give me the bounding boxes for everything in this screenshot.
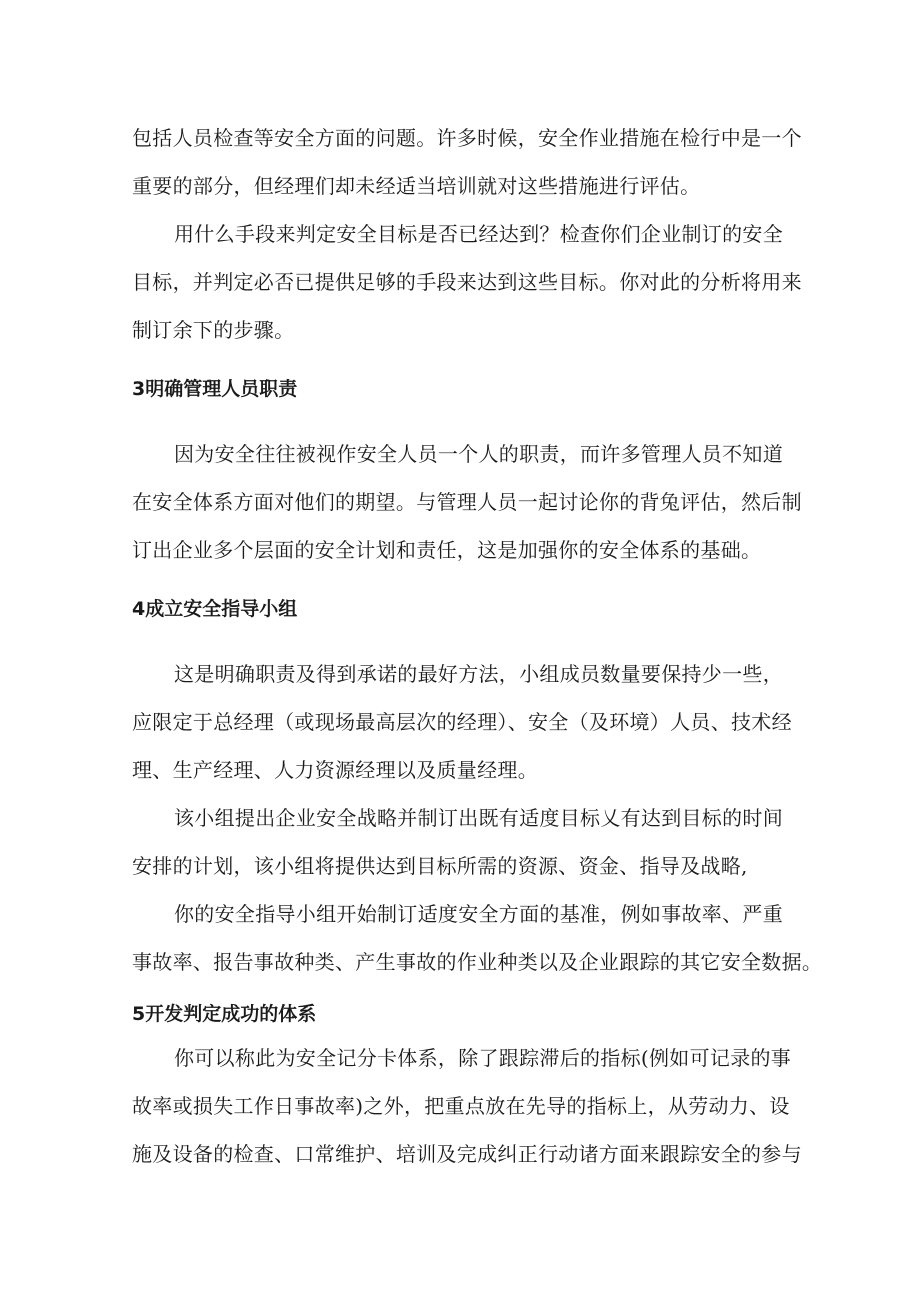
text-line: 理、生产经理、人力资源经理以及质量经理。 bbox=[132, 758, 538, 782]
section-heading-5: 5开发判定成功的体系 bbox=[132, 1003, 317, 1025]
text-line: 制订余下的步骤。 bbox=[132, 318, 295, 342]
text-line: 安排的计划，该小组将提供达到目标所需的资源、资金、指导及战略, bbox=[132, 854, 748, 878]
text-line: 故率或损失工作日事故率)之外，把重点放在先导的指标上，从劳动力、设 bbox=[132, 1094, 790, 1118]
paragraph-1 bbox=[132, 114, 802, 210]
paragraph-3 bbox=[132, 430, 802, 574]
paragraph-5 bbox=[132, 794, 797, 890]
text-line: 应限定于总经理（或现场最高层次的经理）、安全（及环境）人员、技术经 bbox=[132, 710, 792, 734]
section-heading-3: 3明确管理人员职责 bbox=[132, 378, 298, 400]
paragraph-6 bbox=[132, 890, 823, 986]
paragraph-7 bbox=[132, 1034, 802, 1178]
text-line: 目标，并判定必否已提供足够的手段来达到这些目标。你对此的分析将用来 bbox=[132, 270, 802, 294]
text-line: 包括人员检查等安全方面的问题。许多时候，安全作业措施在检行中是一个 bbox=[132, 126, 802, 150]
text-line: 这是明确职责及得到承诺的最好方法，小组成员数量要保持少一些， bbox=[174, 662, 783, 686]
paragraph-2 bbox=[132, 210, 802, 354]
section-heading-4: 4成立安全指导小组 bbox=[132, 598, 298, 620]
text-line: 用什么手段来判定安全目标是否已经达到？检查你们企业制订的安全 bbox=[174, 222, 783, 246]
paragraph-4 bbox=[132, 650, 797, 794]
text-line: 订出企业多个层面的安全计划和责任，这是加强你的安全体系的基础。 bbox=[132, 538, 762, 562]
text-line: 在安全体系方面对他们的期望。与管理人员一起讨论你的背兔评估，然后制 bbox=[132, 490, 802, 514]
text-line: 你可以称此为安全记分卡体系，除了跟踪滞后的指标(例如可记录的事 bbox=[174, 1046, 792, 1070]
text-line: 重要的部分，但经理们却未经适当培训就对这些措施进行评估。 bbox=[132, 174, 701, 198]
text-line: 你的安全指导小组开始制订适度安全方面的基准，例如事故率、严重 bbox=[174, 902, 783, 926]
text-line: 施及设备的检查、口常维护、培训及完成纠正行动诸方面来跟踪安全的参与 bbox=[132, 1142, 802, 1166]
text-line: 因为安全往往被视作安全人员一个人的职责，而许多管理人员不知道 bbox=[174, 442, 783, 466]
text-line: 该小组提出企业安全战略并制订出既有适度目标乂有达到目标的时间 bbox=[174, 806, 783, 830]
text-line: 事故率、报告事故种类、产生事故的作业种类以及企业跟踪的其它安全数据。 bbox=[132, 950, 823, 974]
